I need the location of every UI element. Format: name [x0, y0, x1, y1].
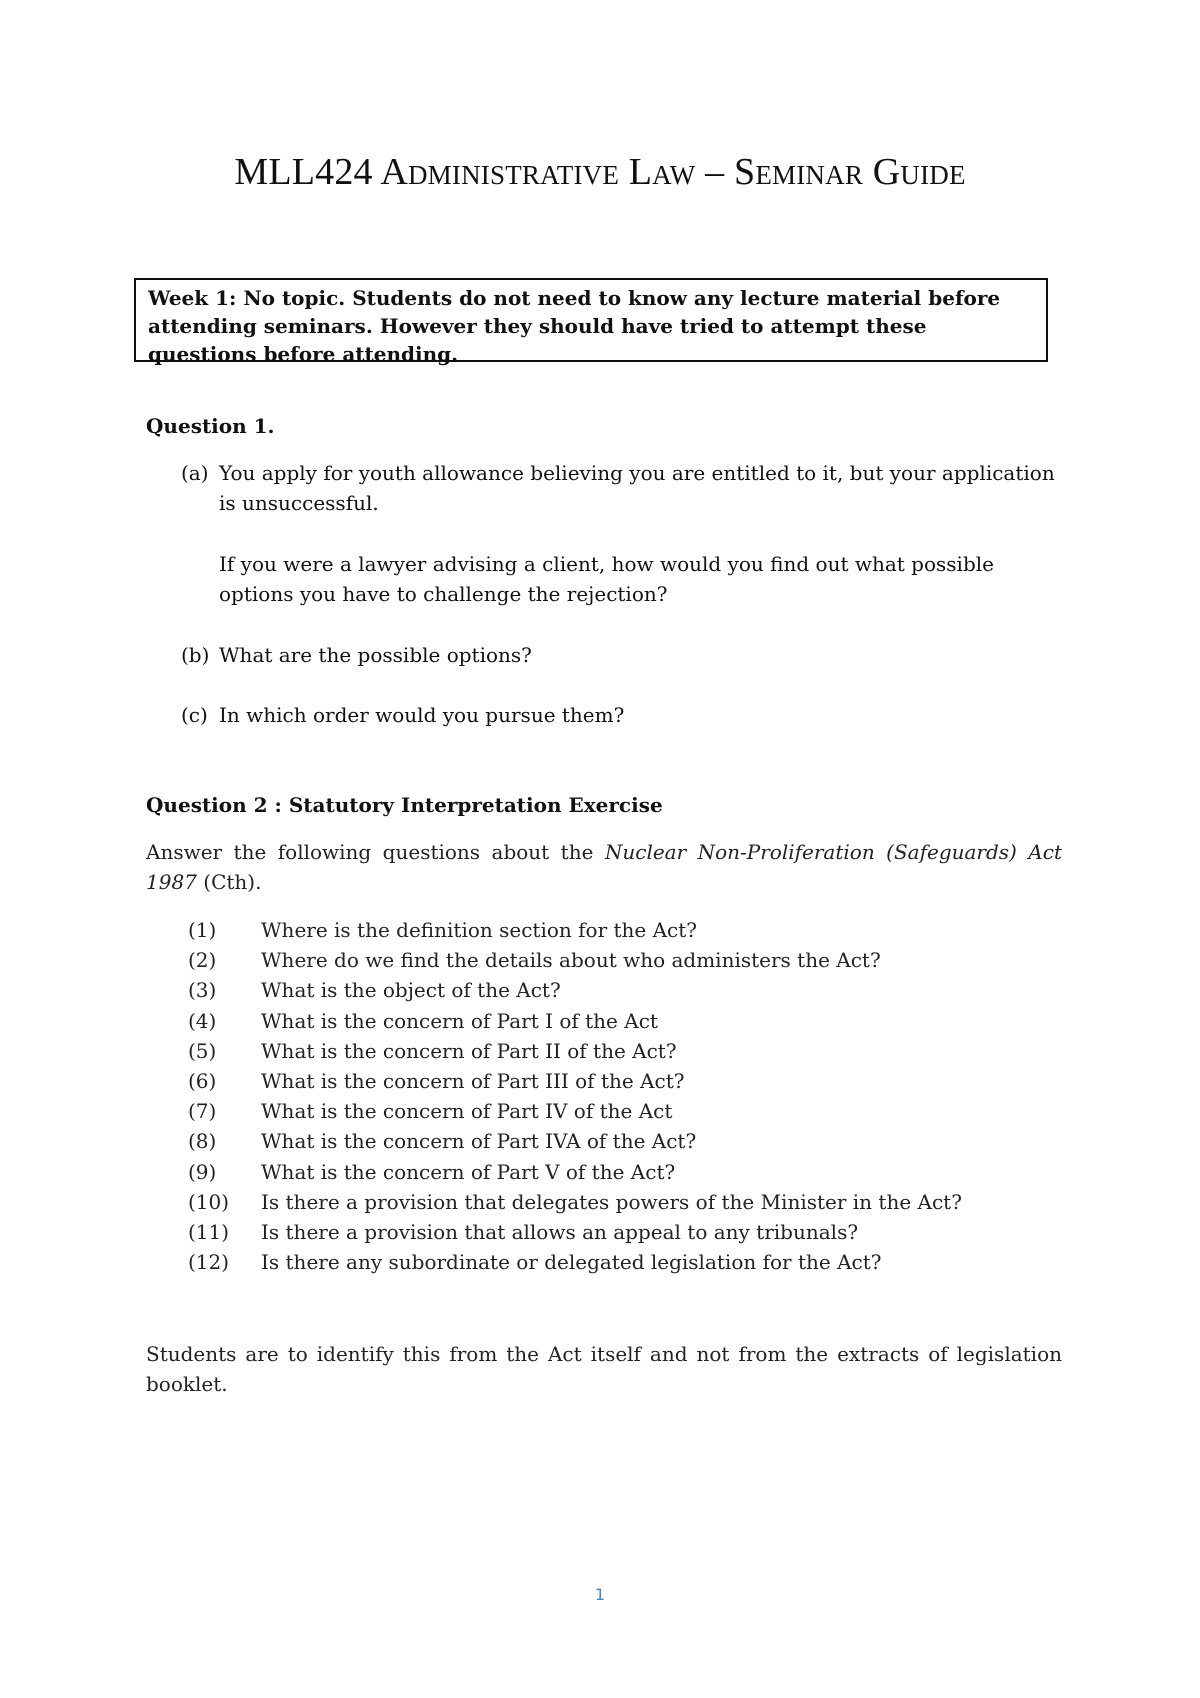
- item-text: Is there a provision that delegates powers of the Minister in the Act?: [261, 1189, 962, 1214]
- item-text: What is the concern of Part III of the Act?: [261, 1068, 685, 1093]
- item-text: What is the concern of Part V of the Act?: [261, 1159, 676, 1184]
- item-number: (12): [188, 1250, 230, 1275]
- intro-prefix: Answer the following questions about the: [146, 840, 605, 864]
- item-number: (10): [188, 1189, 230, 1214]
- question-1a-label: (a): [181, 461, 209, 485]
- question-1a-followup: If you were a lawyer advising a client, how would you find out what possible options you have to challenge the rejection?: [219, 552, 994, 606]
- item-text: Where do we find the details about who administers the Act?: [261, 948, 881, 973]
- list-item: [188, 1187, 962, 1217]
- item-number: (8): [188, 1129, 217, 1154]
- list-item: [188, 945, 962, 975]
- item-number: (6): [188, 1068, 217, 1093]
- list-item: [188, 1217, 962, 1247]
- item-number: (9): [188, 1159, 217, 1184]
- item-number: (3): [188, 978, 217, 1003]
- question-1c-text: In which order would you pursue them?: [219, 703, 625, 727]
- item-number: (1): [188, 918, 217, 942]
- list-item: [188, 1126, 962, 1156]
- question-1b-label: (b): [181, 643, 210, 667]
- list-item: [188, 975, 962, 1005]
- page-title: MLL424 Administrative Law – Seminar Guide: [234, 151, 966, 193]
- item-number: (2): [188, 948, 217, 973]
- question-2-heading: Question 2 : Statutory Interpretation Exercise: [146, 793, 663, 817]
- list-item: [188, 1096, 962, 1126]
- item-text: What is the concern of Part I of the Act: [261, 1008, 658, 1033]
- question-1a-text: You apply for youth allowance believing you are entitled to it, but your application is unsuccessful.: [219, 461, 1055, 515]
- item-text: Is there any subordinate or delegated legislation for the Act?: [261, 1250, 882, 1275]
- question-1b-text: What are the possible options?: [219, 643, 532, 667]
- question-2-intro: [146, 837, 1062, 897]
- item-text: What is the concern of Part IV of the Act: [261, 1099, 673, 1124]
- list-item: [188, 1066, 962, 1096]
- act-name: Nuclear Non-Proliferation (Safeguards) Act 1987: [146, 840, 1062, 894]
- list-item: [188, 915, 962, 945]
- item-text: What is the concern of Part IVA of the Act?: [261, 1129, 697, 1154]
- list-item: [188, 1036, 962, 1066]
- question-2-list: [188, 915, 962, 1277]
- question-1c-label: (c): [181, 703, 208, 727]
- week-notice-box: Week 1: No topic. Students do not need to know any lecture material before attending seminars. However they should have tried to attempt these questions before attending.: [134, 278, 1048, 362]
- item-number: (7): [188, 1099, 217, 1124]
- item-number: (11): [188, 1219, 230, 1244]
- list-item: [188, 1247, 962, 1277]
- question-1-heading: Question 1.: [146, 414, 275, 438]
- item-number: (5): [188, 1038, 217, 1063]
- list-item: [188, 1006, 962, 1036]
- item-text: What is the object of the Act?: [261, 978, 561, 1003]
- closing-note: Students are to identify this from the Act itself and not from the extracts of legislation booklet.: [146, 1342, 1062, 1396]
- item-number: (4): [188, 1008, 217, 1033]
- list-item: [188, 1157, 962, 1187]
- intro-suffix: (Cth).: [196, 870, 262, 894]
- item-text: What is the concern of Part II of the Act?: [261, 1038, 677, 1063]
- page-number: 1: [594, 1585, 606, 1604]
- item-text: Where is the definition section for the Act?: [261, 918, 698, 942]
- item-text: Is there a provision that allows an appeal to any tribunals?: [261, 1219, 859, 1244]
